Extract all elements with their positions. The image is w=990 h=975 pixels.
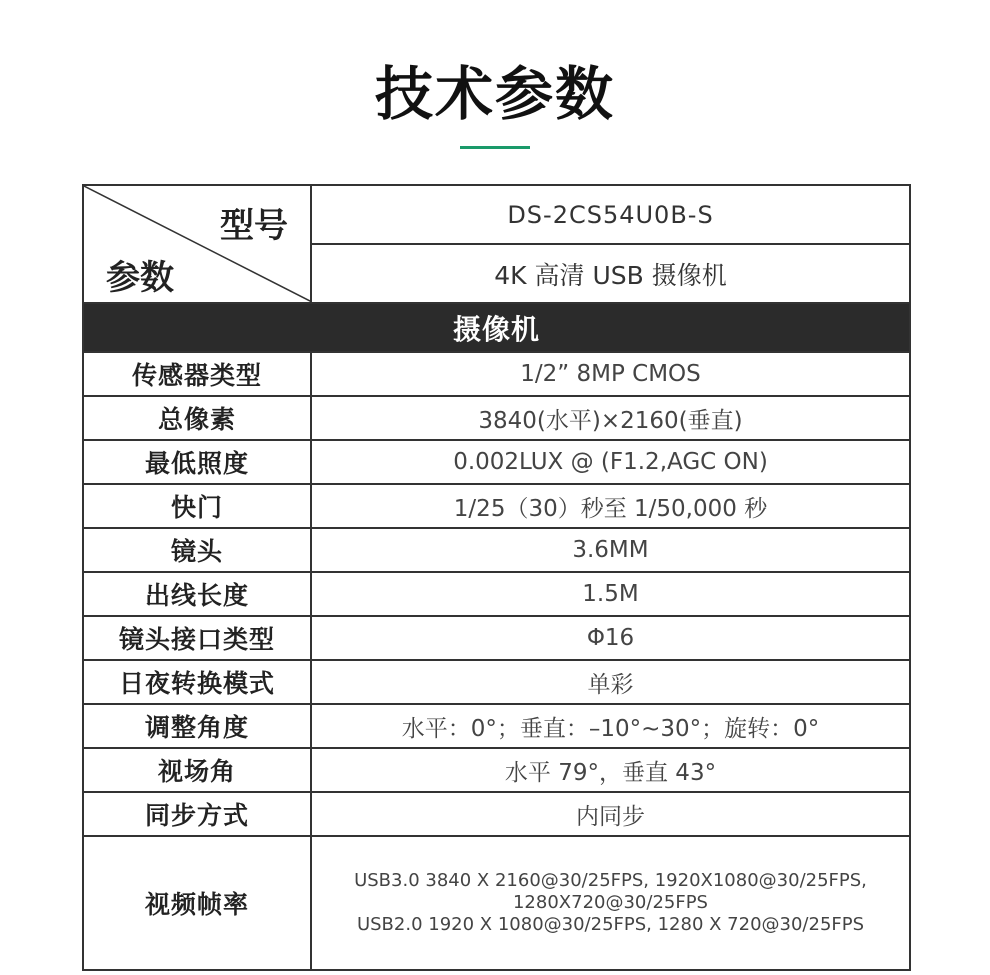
table-row [83, 836, 910, 970]
header-corner-cell [83, 185, 311, 303]
row-label: 快门 [83, 484, 311, 528]
table-row [83, 792, 910, 836]
row-value: 内同步 [311, 792, 910, 836]
section-header: 摄像机 [83, 303, 910, 352]
row-value: 水平：0°；垂直：–10°~30°；旋转：0° [311, 704, 910, 748]
model-label: 型号 [220, 206, 288, 246]
frame-rate-line: USB3.0 3840 X 2160@30/25FPS, 1920X1080@30/25FPS, [354, 870, 867, 891]
row-label: 视频帧率 [83, 836, 311, 970]
frame-rate-line: USB2.0 1920 X 1080@30/25FPS, 1280 X 720@30/25FPS [356, 914, 865, 935]
product-name: 4K 高清 USB 摄像机 [311, 244, 910, 303]
row-label: 总像素 [83, 396, 311, 440]
row-label: 出线长度 [83, 572, 311, 616]
row-value: 1.5M [311, 572, 910, 616]
table-row [83, 352, 910, 396]
frame-rate-line: 1280X720@30/25FPS [512, 892, 708, 913]
title-underline [460, 146, 530, 149]
row-value: Φ16 [311, 616, 910, 660]
row-value: 1/2” 8MP CMOS [311, 352, 910, 396]
table-row [83, 572, 910, 616]
row-label: 最低照度 [83, 440, 311, 484]
table-row [83, 528, 910, 572]
table-row [83, 660, 910, 704]
table-row [83, 484, 910, 528]
row-value: 0.002LUX @ (F1.2,AGC ON) [311, 440, 910, 484]
frame-rate-value [311, 836, 910, 970]
row-label: 调整角度 [83, 704, 311, 748]
row-label: 日夜转换模式 [83, 660, 311, 704]
row-value: 1/25（30）秒至 1/50,000 秒 [311, 484, 910, 528]
table-row [83, 440, 910, 484]
table-row [83, 616, 910, 660]
row-label: 传感器类型 [83, 352, 311, 396]
row-label: 同步方式 [83, 792, 311, 836]
row-value: 3.6MM [311, 528, 910, 572]
model-value: DS-2CS54U0B-S [311, 185, 910, 244]
row-label: 镜头 [83, 528, 311, 572]
row-value: 单彩 [311, 660, 910, 704]
row-value: 水平 79°，垂直 43° [311, 748, 910, 792]
param-label: 参数 [106, 258, 174, 298]
spec-table [82, 184, 911, 971]
table-row [83, 748, 910, 792]
row-label: 视场角 [83, 748, 311, 792]
page-title: 技术参数 [374, 60, 615, 128]
row-label: 镜头接口类型 [83, 616, 311, 660]
table-row [83, 396, 910, 440]
row-value: 3840(水平)×2160(垂直) [311, 396, 910, 440]
table-row [83, 704, 910, 748]
